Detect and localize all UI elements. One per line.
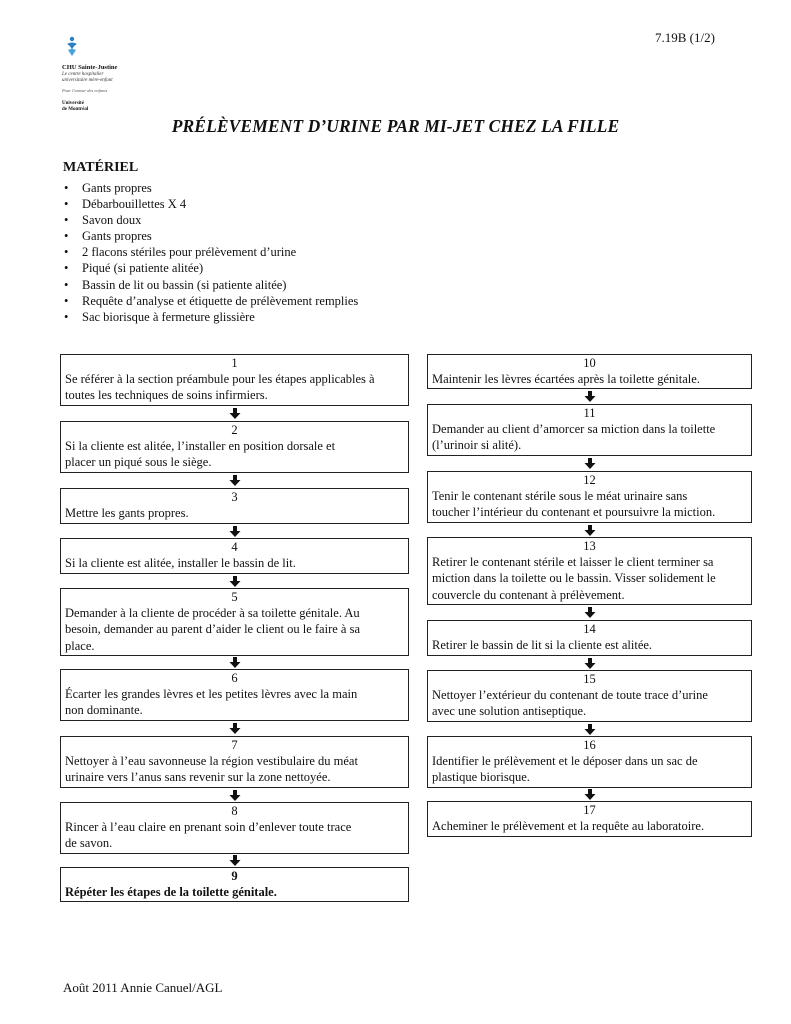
- bullet-icon: •: [64, 245, 69, 260]
- step-text-line: Répéter les étapes de la toilette génitale.: [65, 885, 277, 900]
- step-number: 13: [583, 539, 596, 553]
- step-text-line: avec une solution antiseptique.: [432, 704, 587, 719]
- down-arrow-icon: [584, 607, 596, 618]
- down-arrow-icon: [229, 576, 241, 587]
- step-number: 9: [231, 869, 238, 883]
- material-item-text: Gants propres: [82, 181, 152, 195]
- material-item: [64, 244, 358, 260]
- step-number: 16: [583, 738, 596, 752]
- step-box: [427, 736, 752, 788]
- material-item: [64, 309, 358, 325]
- bullet-icon: •: [64, 261, 69, 276]
- down-arrow-icon: [229, 657, 241, 668]
- step-text-line: placer un piqué sous le siège.: [65, 455, 212, 470]
- step-number: 11: [583, 406, 596, 420]
- step-text-line: Si la cliente est alitée, l’installer en position dorsale et: [65, 439, 336, 454]
- bullet-icon: •: [64, 181, 69, 195]
- material-item-text: Sac biorisque à fermeture glissière: [82, 309, 255, 324]
- step-box: [60, 488, 409, 524]
- step-text-line: Retirer le bassin de lit si la cliente est alitée.: [432, 638, 653, 653]
- step-text-line: Écarter les grandes lèvres et les petites lèvres avec la main: [65, 687, 358, 702]
- step-box: [427, 404, 752, 456]
- page-title: PRÉLÈVEMENT D’URINE PAR MI-JET CHEZ LA FILLE: [171, 116, 620, 136]
- logo-org-name: CHU Sainte-Justine: [62, 64, 118, 71]
- step-text-line: Tenir le contenant stérile sous le méat urinaire sans: [432, 489, 688, 504]
- step-text-line: Nettoyer l’extérieur du contenant de toute trace d’urine: [432, 688, 708, 703]
- step-number: 7: [231, 738, 238, 752]
- udem-logo: [62, 101, 152, 113]
- step-text-line: non dominante.: [65, 703, 143, 718]
- material-item-text: 2 flacons stériles pour prélèvement d’urine: [82, 245, 297, 260]
- bullet-icon: •: [64, 309, 69, 324]
- material-item: [64, 277, 358, 293]
- step-text-line: Identifier le prélèvement et le déposer dans un sac de: [432, 754, 698, 769]
- step-number: 2: [231, 423, 238, 437]
- down-arrow-icon: [229, 790, 241, 801]
- material-item-text: Savon doux: [82, 213, 142, 228]
- bullet-icon: •: [64, 213, 69, 228]
- down-arrow-icon: [584, 391, 596, 402]
- bullet-icon: •: [64, 197, 69, 212]
- material-item-text: Débarbouillettes X 4: [82, 197, 187, 212]
- step-number: 4: [231, 540, 238, 554]
- step-box: [60, 538, 409, 574]
- step-number: 17: [583, 803, 596, 817]
- step-box: [60, 354, 409, 406]
- step-text-line: Acheminer le prélèvement et la requête au laboratoire.: [432, 819, 705, 834]
- logo-slogan: Pour l'amour des enfants: [62, 88, 108, 93]
- step-number: 5: [231, 590, 238, 604]
- material-heading: MATÉRIEL: [63, 160, 139, 175]
- step-number: 15: [583, 672, 596, 686]
- down-arrow-icon: [584, 458, 596, 469]
- material-item-text: Piqué (si patiente alitée): [82, 261, 204, 276]
- step-text-line: Si la cliente est alitée, installer le bassin de lit.: [65, 556, 296, 571]
- chu-sainte-justine-logo: [62, 36, 152, 113]
- step-text-line: Mettre les gants propres.: [65, 506, 189, 521]
- step-text-line: urinaire vers l’anus sans revenir sur la zone nettoyée.: [65, 770, 331, 785]
- step-text-line: plastique biorisque.: [432, 770, 530, 785]
- material-item: [64, 293, 358, 309]
- step-box: [60, 669, 409, 721]
- material-item-text: Bassin de lit ou bassin (si patiente alitée): [82, 277, 287, 292]
- down-arrow-icon: [229, 723, 241, 734]
- bullet-icon: •: [64, 229, 69, 244]
- bullet-icon: •: [64, 277, 69, 292]
- down-arrow-icon: [584, 789, 596, 800]
- down-arrow-icon: [584, 658, 596, 669]
- material-item: [64, 196, 358, 212]
- step-box: [427, 471, 752, 523]
- step-number: 12: [583, 473, 596, 487]
- step-text-line: Se référer à la section préambule pour les étapes applicables à: [65, 372, 375, 387]
- material-item-text: Gants propres: [82, 229, 152, 244]
- step-number: 10: [583, 356, 596, 370]
- step-box: [60, 867, 409, 902]
- step-box: [427, 670, 752, 722]
- udem-line-2: de Montréal: [62, 107, 89, 112]
- down-arrow-icon: [584, 525, 596, 536]
- down-arrow-icon: [229, 526, 241, 537]
- step-box: [60, 421, 409, 473]
- material-item: [64, 228, 358, 244]
- step-text-line: Demander au client d’amorcer sa miction dans la toilette: [432, 422, 716, 437]
- step-text-line: toutes les techniques de soins infirmiers.: [65, 388, 268, 403]
- step-text-line: de savon.: [65, 836, 113, 851]
- logo-mark-icon: [64, 36, 80, 58]
- down-arrow-icon: [229, 408, 241, 419]
- step-text-line: Demander à la cliente de procéder à sa toilette génitale. Au: [65, 606, 360, 621]
- step-text-line: Retirer le contenant stérile et laisser le client terminer sa: [432, 555, 714, 570]
- logo-subtitle-1: Le centre hospitalier: [62, 72, 104, 77]
- material-item: [64, 260, 358, 276]
- step-box: [427, 801, 752, 837]
- step-number: 3: [231, 490, 238, 504]
- step-text-line: Nettoyer à l’eau savonneuse la région vestibulaire du méat: [65, 754, 358, 769]
- step-box: [427, 537, 752, 605]
- step-text-line: toucher l’intérieur du contenant et poursuivre la miction.: [432, 505, 716, 520]
- step-box: [60, 588, 409, 656]
- down-arrow-icon: [229, 475, 241, 486]
- bullet-icon: •: [64, 293, 69, 308]
- step-text-line: miction dans la toilette ou le bassin. Visser solidement le: [432, 571, 716, 586]
- material-item: [64, 212, 358, 228]
- step-number: 14: [583, 622, 596, 636]
- down-arrow-icon: [584, 724, 596, 735]
- step-box: [60, 736, 409, 788]
- step-text-line: couvercle du contenant à prélèvement.: [432, 587, 625, 602]
- step-number: 1: [231, 356, 238, 370]
- step-text-line: place.: [65, 638, 95, 653]
- logo-subtitle-2: universitaire mère-enfant: [62, 78, 113, 83]
- step-number: 8: [231, 804, 238, 818]
- material-item: [64, 180, 358, 196]
- material-item-text: Requête d’analyse et étiquette de prélèvement remplies: [82, 293, 359, 308]
- step-text-line: Rincer à l’eau claire en prenant soin d’enlever toute trace: [65, 820, 352, 835]
- down-arrow-icon: [229, 855, 241, 866]
- step-box: [427, 354, 752, 389]
- step-box: [60, 802, 409, 854]
- material-list: [64, 180, 358, 325]
- step-text-line: (l’urinoir si alité).: [432, 438, 522, 453]
- step-text-line: Maintenir les lèvres écartées après la toilette génitale.: [432, 372, 700, 387]
- step-number: 6: [231, 671, 238, 685]
- udem-line-1: Université: [62, 101, 84, 106]
- step-text-line: besoin, demander au parent d’aider le client ou le faire à sa: [65, 622, 361, 637]
- document-reference: 7.19B (1/2): [655, 30, 715, 45]
- step-box: [427, 620, 752, 656]
- footer-text: Août 2011 Annie Canuel/AGL: [63, 980, 223, 995]
